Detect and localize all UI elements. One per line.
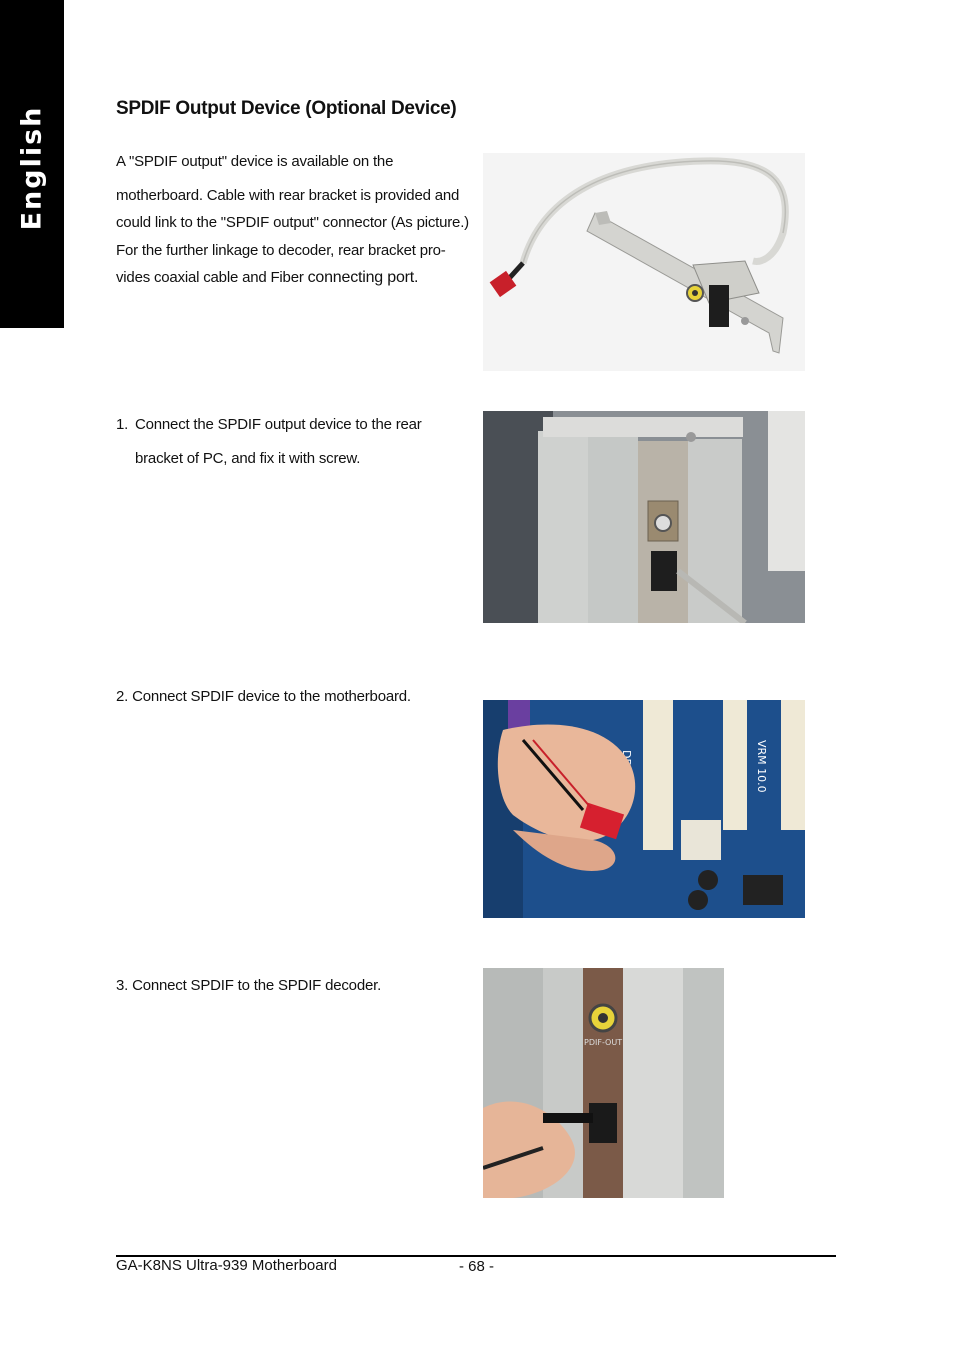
intro-paragraph (116, 148, 472, 292)
section-title: SPDIF Output Device (Optional Device) (116, 98, 457, 119)
motherboard-connection-photo (483, 700, 805, 918)
spdif-bracket-photo (483, 153, 805, 371)
vrm-label: VRM 10.0 (755, 740, 768, 793)
intro-line-start: vides coaxial cable and Fiber (116, 269, 308, 286)
intro-line: could link to the "SPDIF output" connector (As picture.) (116, 214, 469, 231)
step-2-text: 2. Connect SPDIF device to the motherboard. (116, 688, 411, 705)
intro-line: motherboard. Cable with rear bracket is provided and (116, 186, 460, 204)
intro-line: A "SPDIF output" device is available on the (116, 153, 394, 170)
language-side-tab (0, 0, 64, 328)
step-1-line-1: Connect the SPDIF output device to the rear (135, 416, 422, 433)
intro-line (116, 264, 472, 292)
intro-line: For the further linkage to decoder, rear bracket pro- (116, 241, 446, 259)
pdif-out-label: PDIF-OUT (584, 1038, 623, 1047)
decoder-connection-photo (483, 968, 724, 1198)
step-1-line-2: bracket of PC, and fix it with screw. (135, 450, 361, 467)
footer-page-number: - 68 - (459, 1258, 495, 1275)
intro-line-end: connecting port. (307, 269, 419, 286)
step-3-text: 3. Connect SPDIF to the SPDIF decoder. (116, 977, 382, 994)
bracket-in-case-photo (483, 411, 805, 623)
step-1-number: 1. (116, 416, 129, 433)
side-tab-label: English (16, 105, 48, 231)
footer-product-name: GA-K8NS Ultra-939 Motherboard (116, 1257, 337, 1274)
